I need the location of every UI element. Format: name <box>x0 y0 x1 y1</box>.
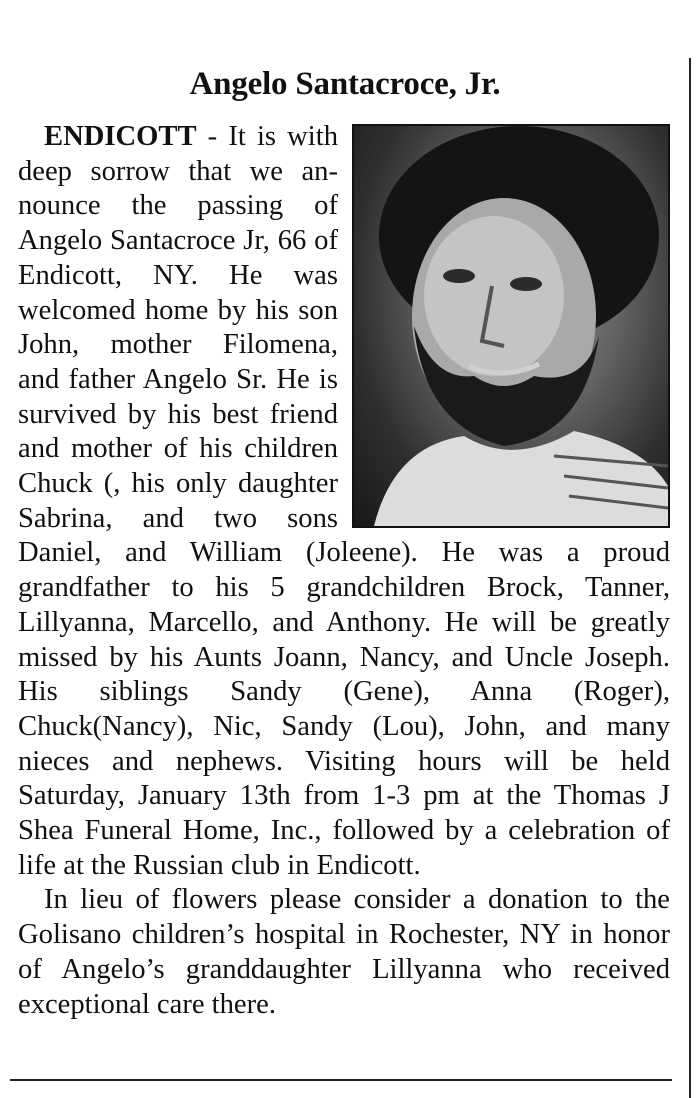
obituary-paragraph-2: In lieu of flowers please consider a donation to the Golisano children’s hospital in Rochester, NY in honor of Angelo’s granddaughter Lillyanna who received exceptional care there. <box>18 884 670 1020</box>
dateline: ENDICOTT <box>44 121 197 152</box>
portrait-photo <box>352 124 670 528</box>
obituary-body <box>18 120 670 1022</box>
column-rule-right <box>689 58 691 1098</box>
obituary-headline: Angelo Santacroce, Jr. <box>189 66 501 102</box>
paragraph-1-text: - It is with deep sorrow that we announce the passing of Angelo Santacroce Jr, 66 of Endicott, NY. He was welcomed home by his son John, mother Filomena, and father Angelo Sr. He is survived by his best friend and mother of his children Chuck (, his only daughter Sabrina, and two sons Daniel, and William (Joleene). He was a proud grandfather to his 5 grandchildren Brock, Tanner, Lillyanna, Marcello, and Anthony. He will be greatly missed by his Aunts Joann, Nancy, and Uncle Joseph. His siblings Sandy (Gene), Anna (Roger), Chuck(Nancy), Nic, Sandy (Lou), John, and many nieces and nephews. Visiting hours will be held Saturday, January 13th from 1-3 pm at the Thomas J Shea Funeral Home, Inc., followed by a celebration of life at the Russian club in Endicott. <box>18 121 670 881</box>
bottom-rule <box>10 1079 672 1081</box>
portrait-silhouette-icon <box>354 126 668 526</box>
